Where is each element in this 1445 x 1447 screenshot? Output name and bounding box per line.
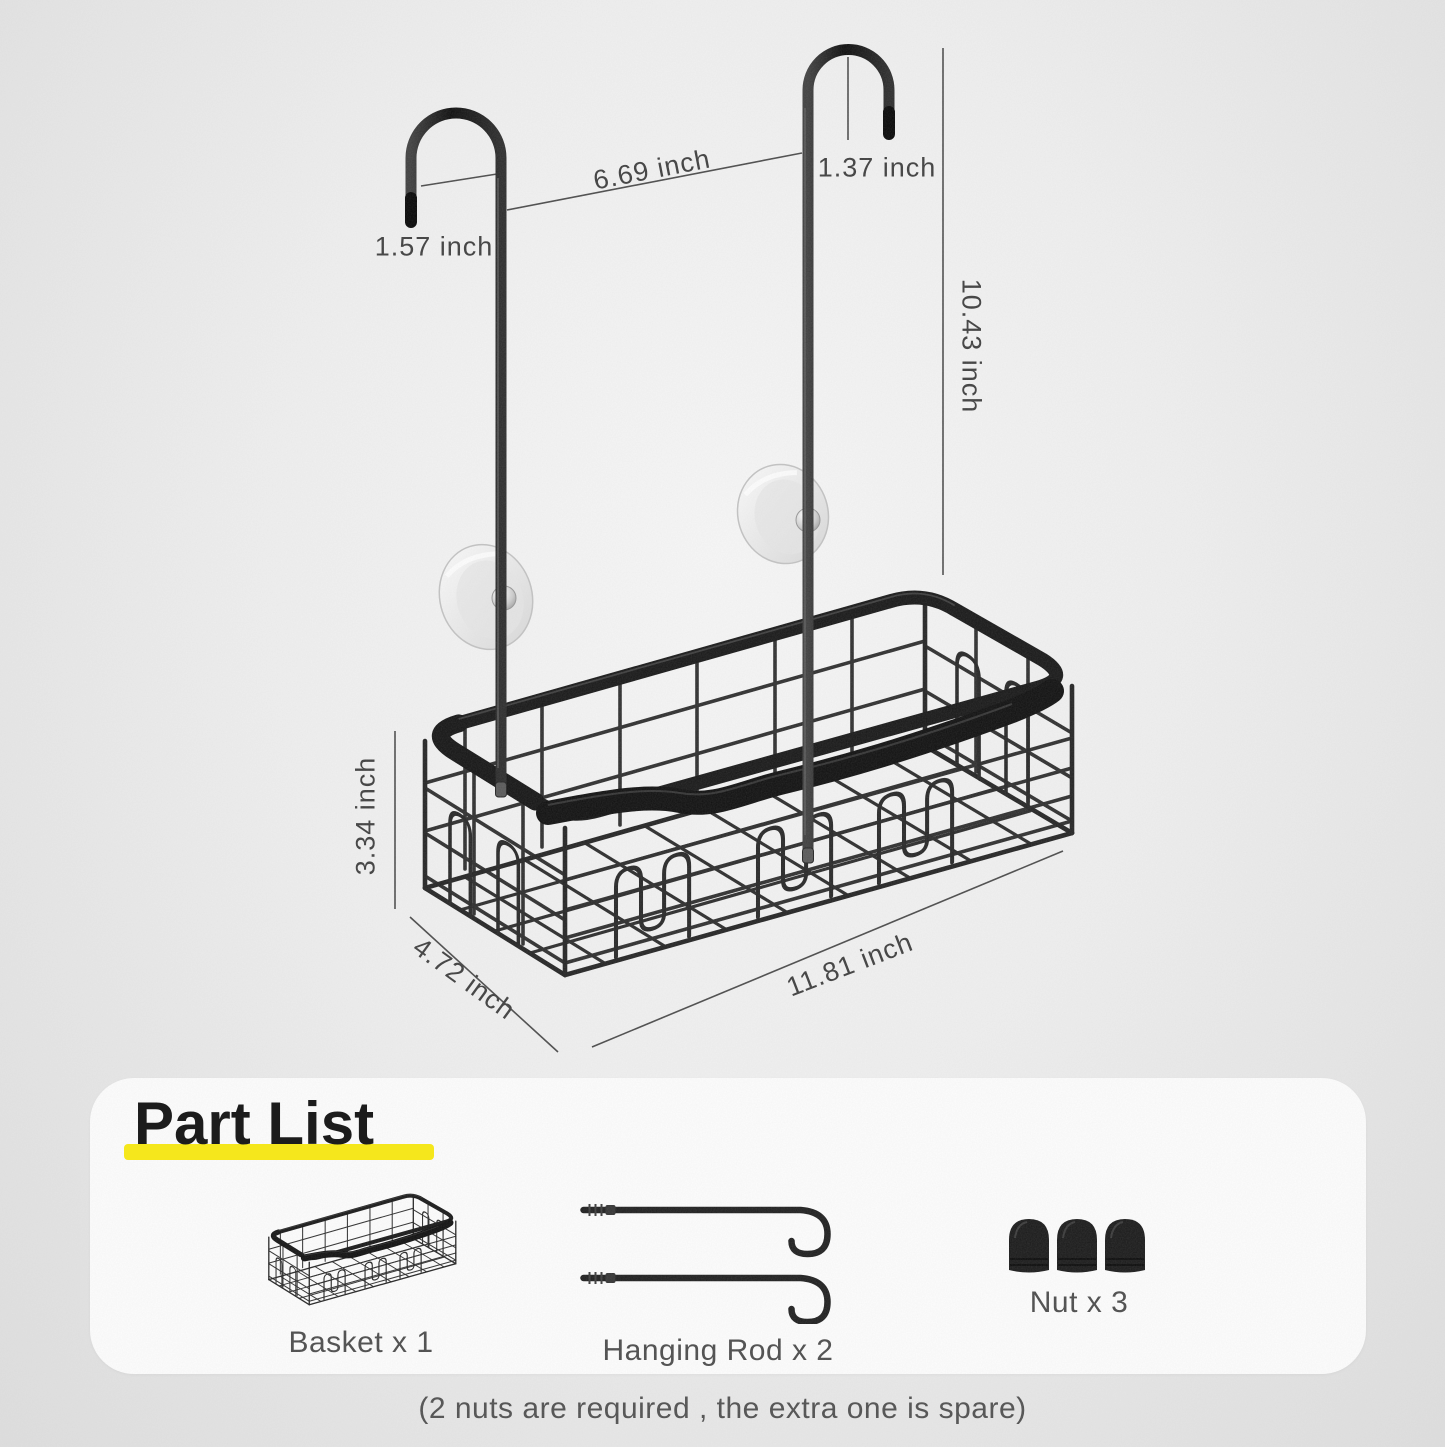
dim-basket-width: 11.81 inch [782,926,918,1003]
suction-cup-left [426,532,546,661]
spare-nut-note: (2 nuts are required , the extra one is spare) [418,1392,1027,1425]
part-item-hanging-rod [576,1196,861,1368]
basket-drawing [425,593,1072,975]
suction-cup-right [725,453,841,576]
basket-rim [441,593,1056,813]
part-list-panel [90,1078,1366,1374]
hanging-rod-thumbnail [576,1196,861,1324]
hanging-rod-left [411,113,507,797]
dim-hook-gap: 6.69 inch [590,143,713,196]
part-list-title: Part List [134,1090,375,1157]
basket-thumbnail [261,1190,461,1316]
dim-right-hook-height: 1.37 inch [817,152,937,183]
part-label-basket: Basket x 1 [288,1326,434,1359]
part-label-nut: Nut x 3 [1029,1286,1129,1319]
dim-basket-height: 3.34 inch [350,756,381,876]
part-item-basket [261,1190,461,1360]
dim-left-hook-width: 1.57 inch [374,231,494,262]
dim-rod-height: 10.43 inch [956,278,987,414]
nut-thumbnail [1009,1214,1149,1276]
part-label-hanging-rod: Hanging Rod x 2 [602,1334,834,1367]
part-item-nut [1009,1214,1149,1320]
dim-basket-depth: 4.72 inch [407,931,522,1026]
